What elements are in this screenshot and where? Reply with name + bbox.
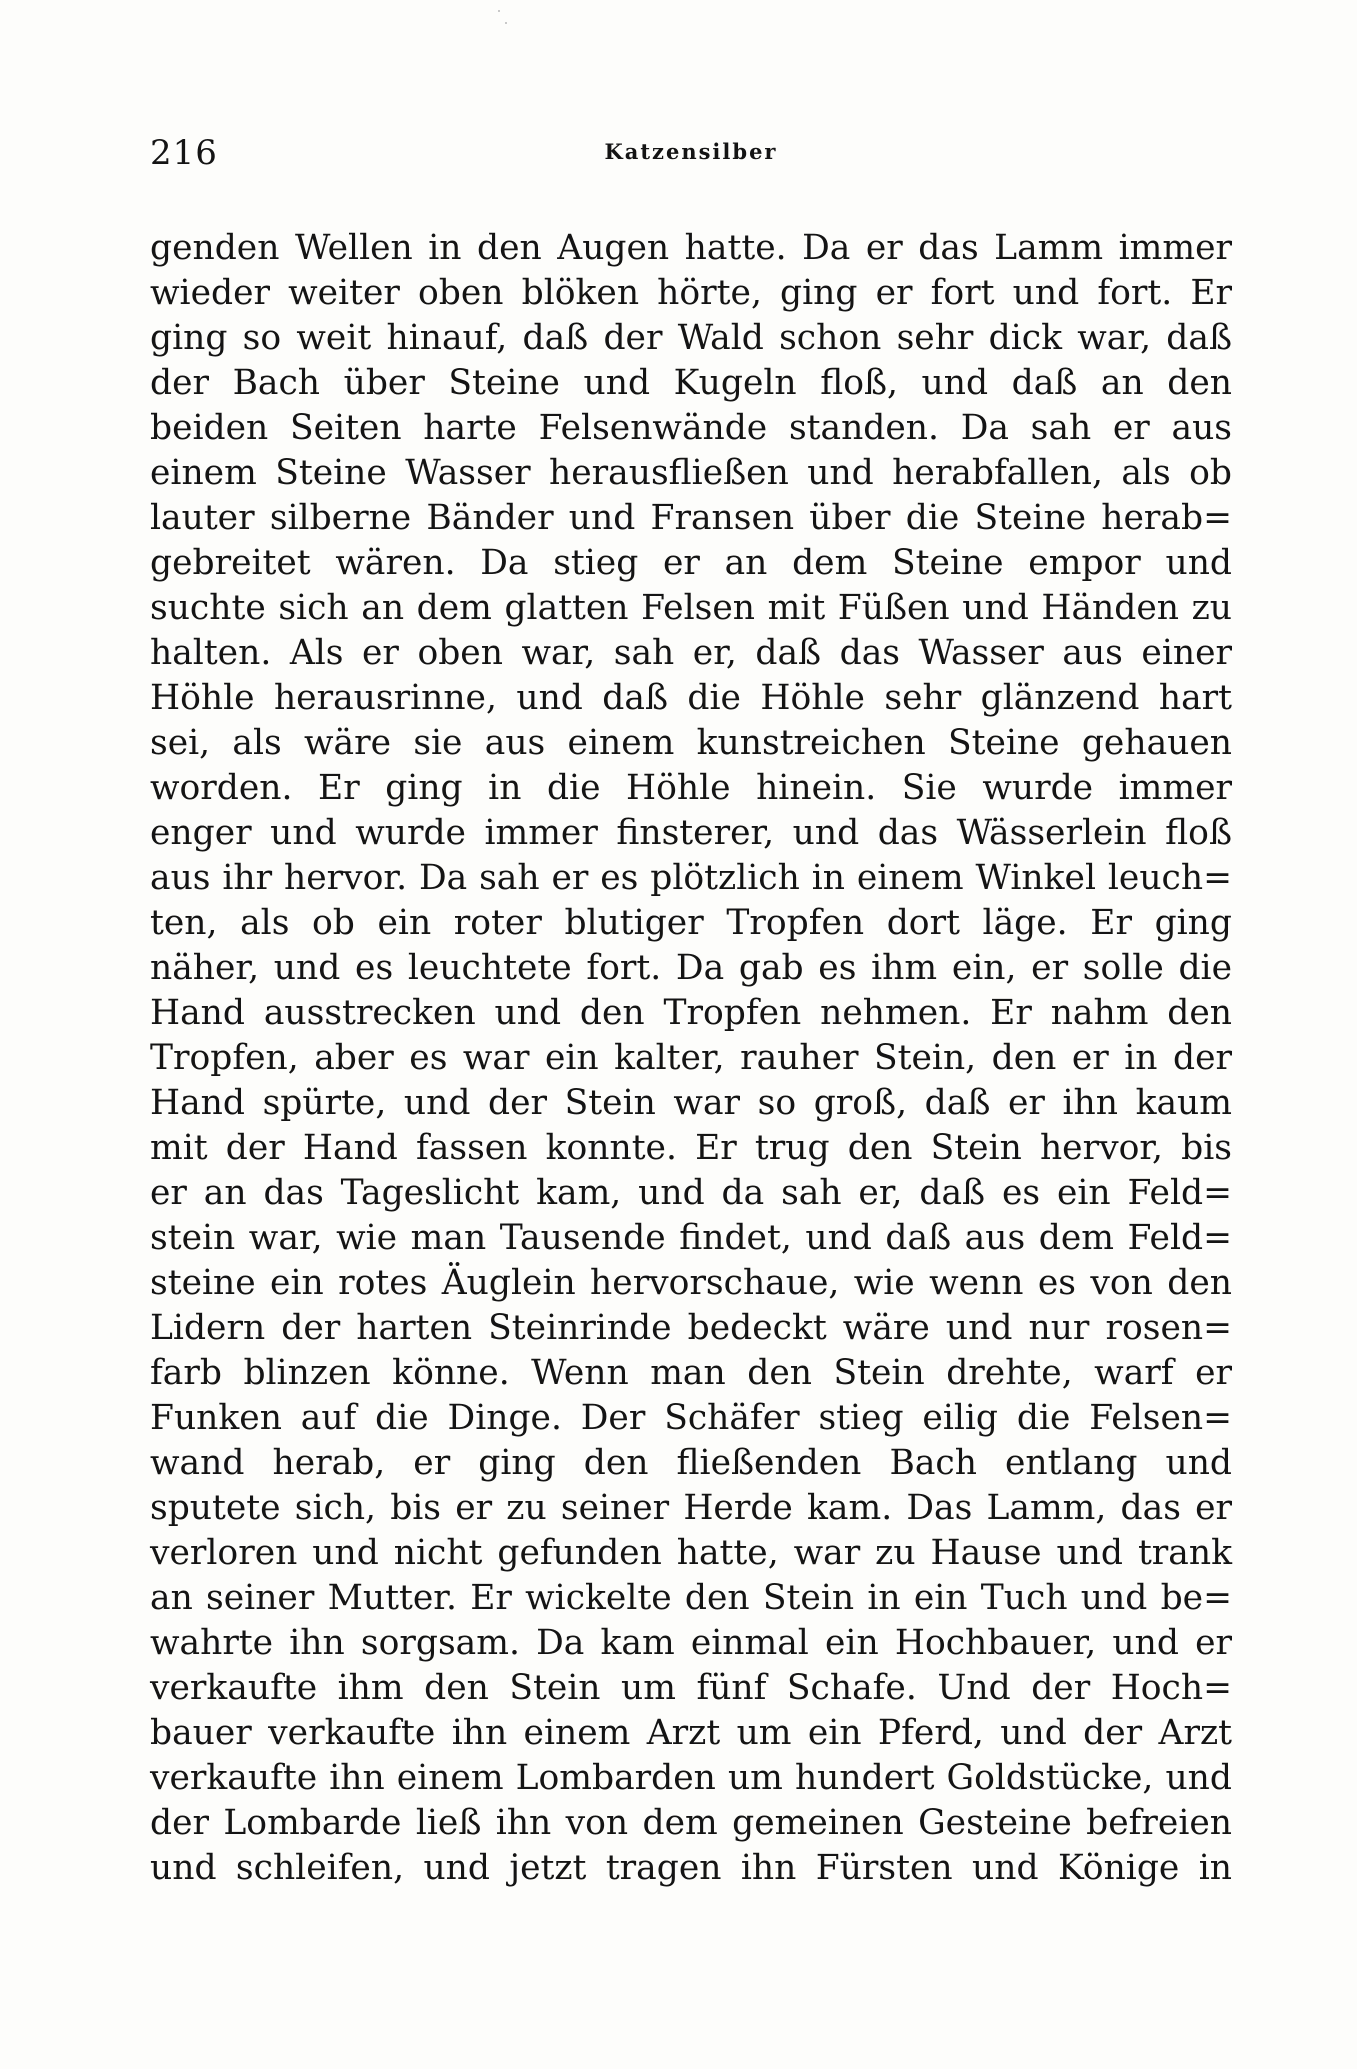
- text-line: aus ihr hervor. Da sah er es plötzlich in einem Winkel leuch=: [150, 858, 1232, 898]
- body-text: [150, 226, 1232, 1891]
- text-line: Funken auf die Dinge. Der Schäfer stieg eilig die Felsen=: [150, 1398, 1232, 1438]
- text-line: Hand ausstrecken und den Tropfen nehmen. Er nahm den: [150, 993, 1232, 1033]
- page-header: [150, 128, 1232, 178]
- text-line: wahrte ihn sorgsam. Da kam einmal ein Hochbauer, und er: [150, 1623, 1232, 1663]
- text-line: lauter silberne Bänder und Fransen über die Steine herab=: [150, 498, 1232, 538]
- scan-speck: [498, 10, 500, 12]
- text-line: Höhle herausrinne, und daß die Höhle sehr glänzend hart: [150, 678, 1232, 718]
- text-line: Hand spürte, und der Stein war so groß, daß er ihn kaum: [150, 1083, 1232, 1123]
- running-title: Katzensilber: [604, 139, 778, 164]
- text-line: ten, als ob ein roter blutiger Tropfen dort läge. Er ging: [150, 903, 1232, 943]
- text-line: mit der Hand fassen konnte. Er trug den Stein hervor, bis: [150, 1128, 1232, 1168]
- text-line: beiden Seiten harte Felsenwände standen. Da sah er aus: [150, 408, 1232, 448]
- text-line: worden. Er ging in die Höhle hinein. Sie wurde immer: [150, 768, 1232, 808]
- text-line: stein war, wie man Tausende findet, und daß aus dem Feld=: [150, 1218, 1232, 1258]
- page-number: 216: [150, 133, 218, 173]
- text-line: einem Steine Wasser herausfließen und herabfallen, als ob: [150, 453, 1232, 493]
- text-line: an seiner Mutter. Er wickelte den Stein in ein Tuch und be=: [150, 1578, 1232, 1618]
- text-line: steine ein rotes Äuglein hervorschaue, wie wenn es von den: [150, 1263, 1232, 1303]
- text-line: wieder weiter oben blöken hörte, ging er fort und fort. Er: [150, 273, 1232, 313]
- text-line: enger und wurde immer finsterer, und das Wässerlein floß: [150, 813, 1232, 853]
- text-line: er an das Tageslicht kam, und da sah er, daß es ein Feld=: [150, 1173, 1232, 1213]
- text-line: farb blinzen könne. Wenn man den Stein drehte, warf er: [150, 1353, 1232, 1393]
- text-line: genden Wellen in den Augen hatte. Da er das Lamm immer: [150, 228, 1232, 268]
- text-line: Lidern der harten Steinrinde bedeckt wäre und nur rosen=: [150, 1308, 1232, 1348]
- text-line: verkaufte ihm den Stein um fünf Schafe. Und der Hoch=: [150, 1668, 1232, 1708]
- text-line: sei, als wäre sie aus einem kunstreichen Steine gehauen: [150, 723, 1232, 763]
- text-line: verloren und nicht gefunden hatte, war zu Hause und trank: [150, 1533, 1232, 1573]
- text-line: der Lombarde ließ ihn von dem gemeinen Gesteine befreien: [150, 1803, 1232, 1843]
- scan-speck: [505, 22, 507, 24]
- text-line: suchte sich an dem glatten Felsen mit Füßen und Händen zu: [150, 588, 1232, 628]
- text-line: Tropfen, aber es war ein kalter, rauher Stein, den er in der: [150, 1038, 1232, 1078]
- text-line: wand herab, er ging den fließenden Bach entlang und: [150, 1443, 1232, 1483]
- text-line: sputete sich, bis er zu seiner Herde kam. Das Lamm, das er: [150, 1488, 1232, 1528]
- text-line: verkaufte ihn einem Lombarden um hundert Goldstücke, und: [150, 1758, 1232, 1798]
- text-line: ging so weit hinauf, daß der Wald schon sehr dick war, daß: [150, 318, 1232, 358]
- text-line: halten. Als er oben war, sah er, daß das Wasser aus einer: [150, 633, 1232, 673]
- text-line: der Bach über Steine und Kugeln floß, und daß an den: [150, 363, 1232, 403]
- text-line: bauer verkaufte ihn einem Arzt um ein Pferd, und der Arzt: [150, 1713, 1232, 1753]
- text-line: und schleifen, und jetzt tragen ihn Fürsten und Könige in: [150, 1848, 1232, 1888]
- text-line: näher, und es leuchtete fort. Da gab es ihm ein, er solle die: [150, 948, 1232, 988]
- text-line: gebreitet wären. Da stieg er an dem Steine empor und: [150, 543, 1232, 583]
